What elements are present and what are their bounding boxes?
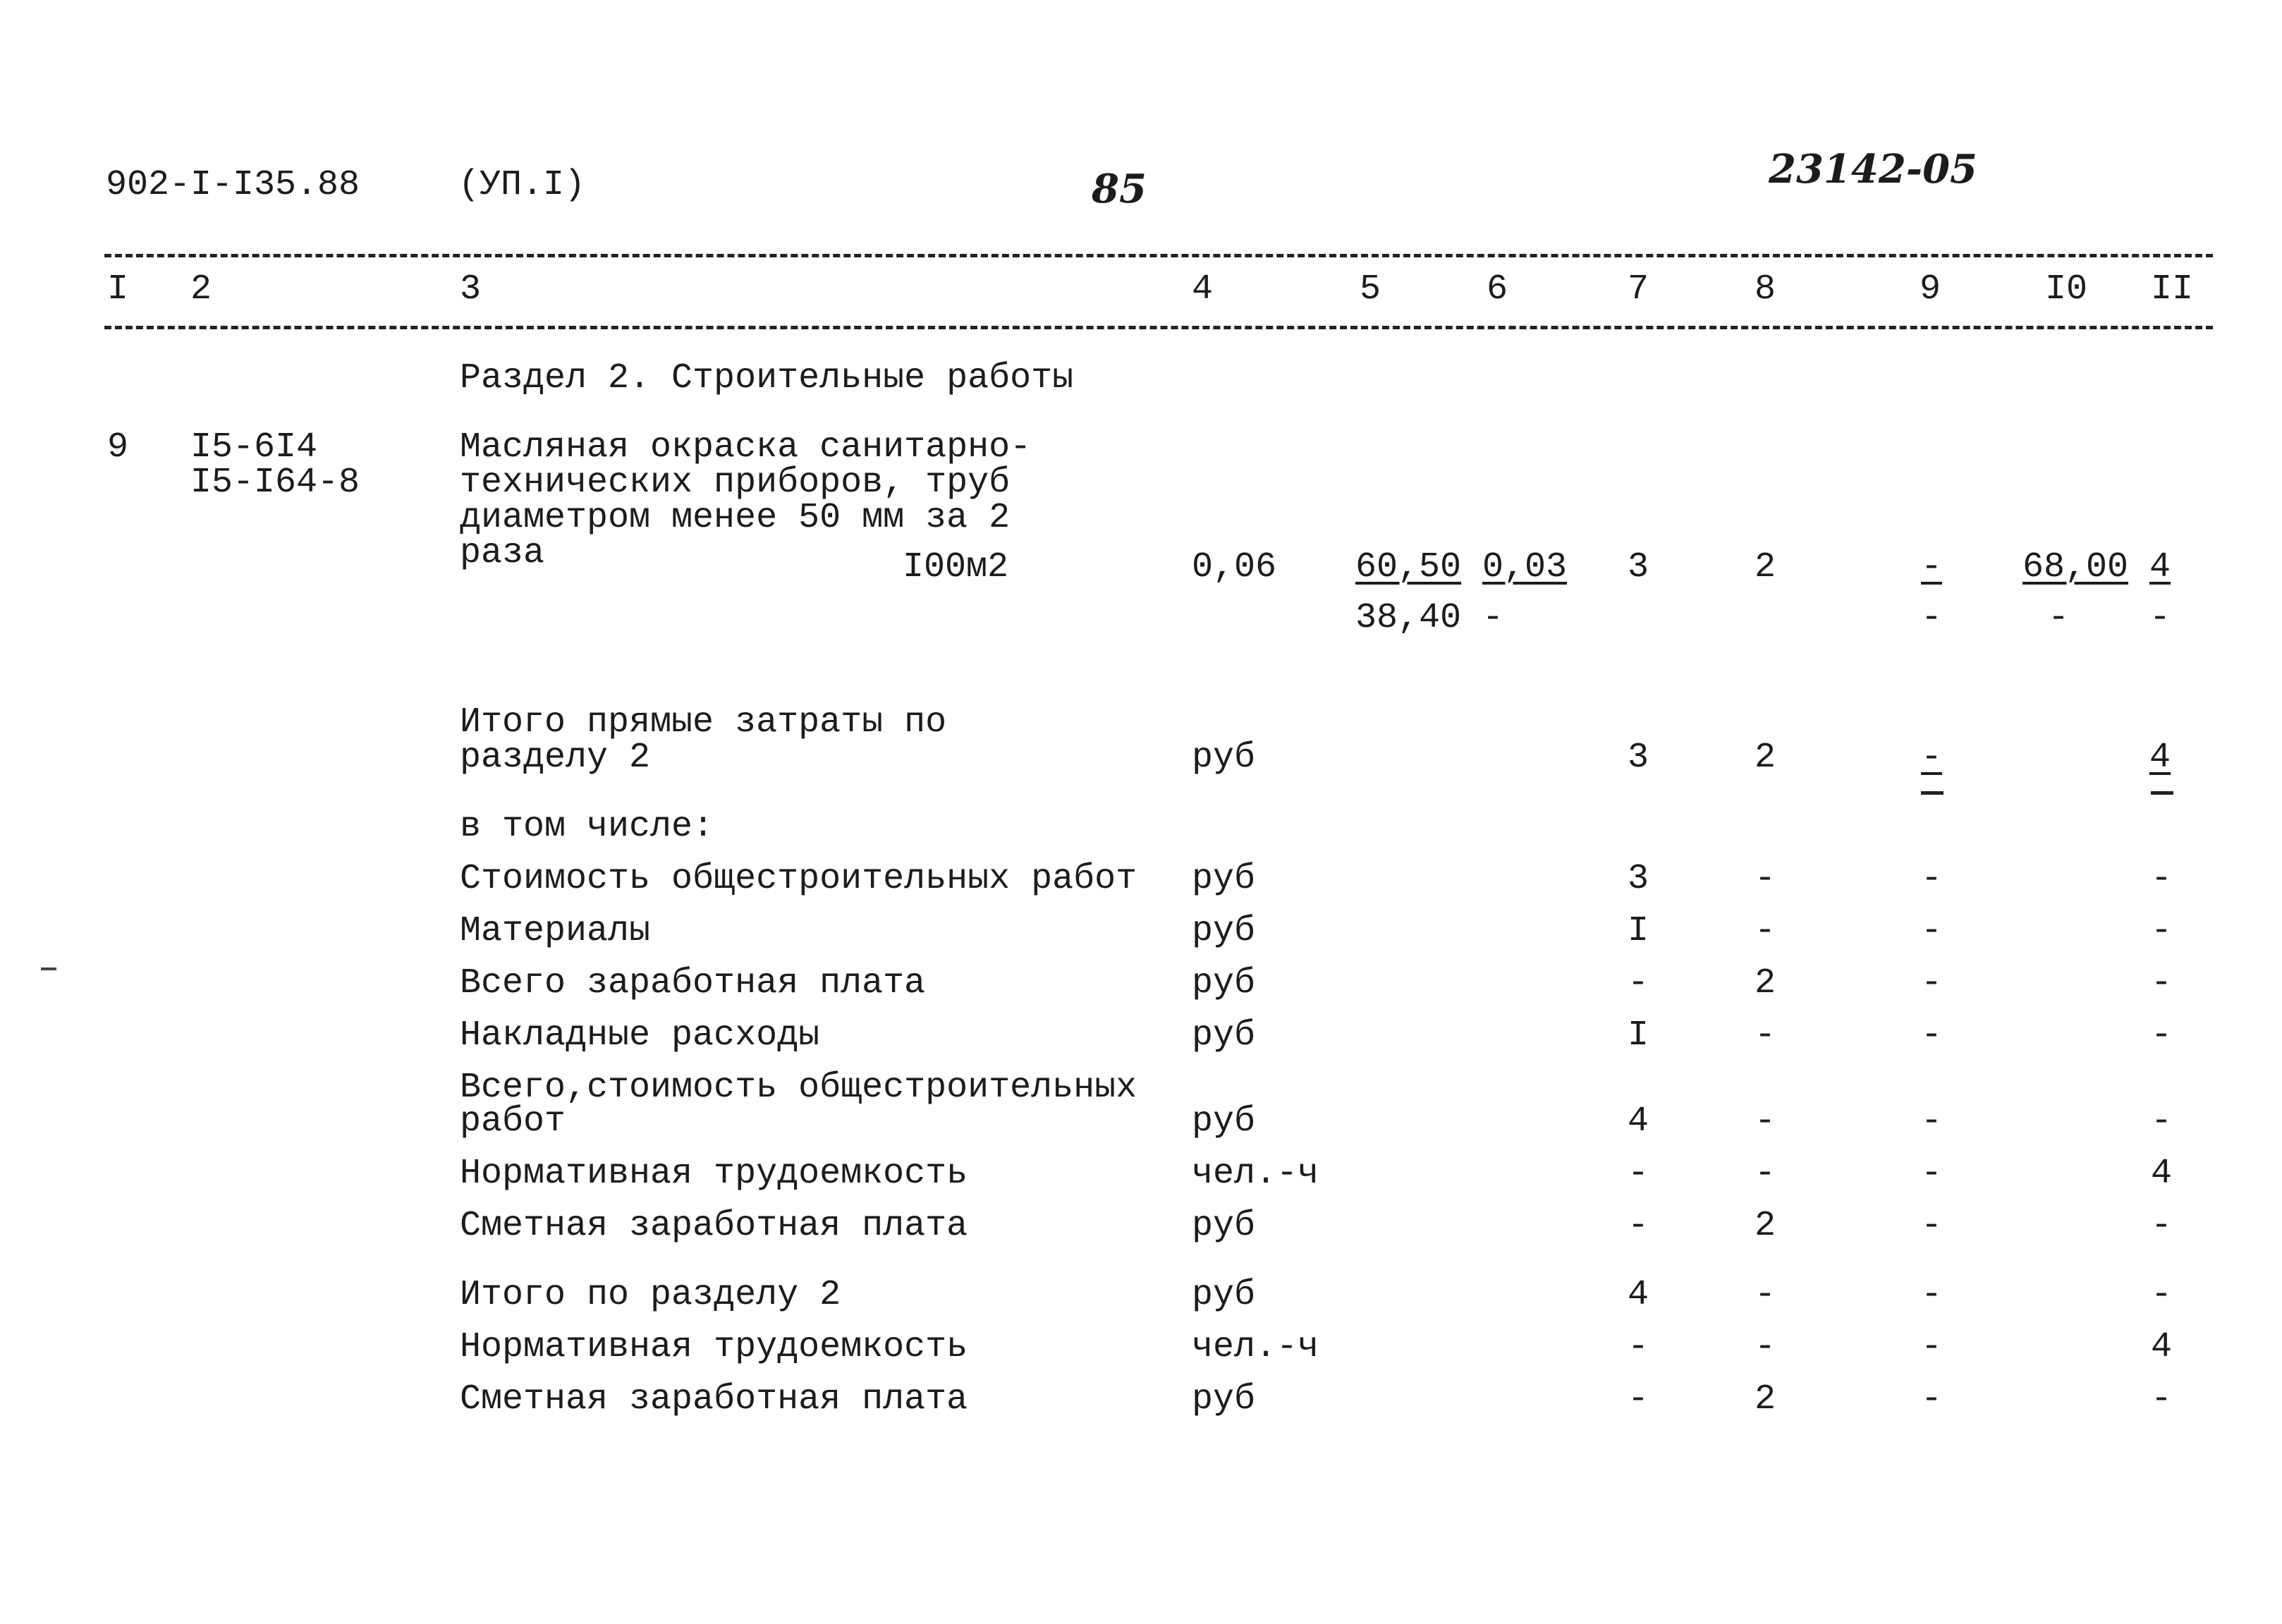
unit-price-machines-wages: - [1482,598,1504,638]
row-label: Материалы [460,911,651,951]
column-header: 6 [1487,269,1508,310]
row-unit: чел.-ч [1192,1327,1319,1367]
row-c11: - [2151,859,2173,899]
column-header: 5 [1360,269,1381,310]
row-c8: 2 [1755,1206,1776,1246]
row-c9: - [1921,1015,1943,1056]
section-reference: (УП.I) [458,165,586,205]
row-c11: 4 [2151,1327,2173,1367]
unit-price-machines: 0,03 [1482,547,1568,587]
row-c8: 2 [1755,1379,1776,1420]
row-c7: - [1628,1327,1649,1367]
row-label: Нормативная трудоемкость [460,1327,968,1367]
column-header: 9 [1920,269,1941,310]
direct-total-unit: руб [1192,738,1256,778]
row-unit: чел.-ч [1192,1154,1319,1194]
row-c7: - [1628,1379,1649,1420]
unit-price-wages: 38,40 [1355,598,1462,638]
row-c9: - [1921,1206,1943,1246]
item-code: I5-6I4 [190,427,318,468]
row-c7: 4 [1628,1275,1649,1315]
row-unit: руб [1192,911,1256,951]
row-c11: - [2151,963,2173,1003]
row-label: Стоимость общестроительных работ [460,859,1137,899]
item-description-line: Масляная окраска санитарно- [460,427,1032,468]
total-cost-c7: 4 [1628,1101,1649,1142]
row-c9: - [1921,1379,1943,1420]
item-quantity: 0,06 [1192,547,1277,587]
header-top-rule [104,254,2213,257]
section-title: Раздел 2. Строительные работы [460,358,1074,398]
row-c9: - [1921,963,1943,1003]
row-c8: 2 [1755,963,1776,1003]
row-c9: - [1921,859,1943,899]
row-c9: - [1921,1327,1943,1367]
item-description-line: диаметром менее 50 мм за 2 [460,498,1011,538]
item-c9-top: - [1921,547,1943,587]
row-c7: I [1628,911,1649,951]
direct-total-label: разделу 2 [460,738,651,778]
row-c8: - [1755,911,1776,951]
row-c7: - [1628,1154,1649,1194]
document-code: 902-I-I35.88 [106,165,360,205]
row-c8: - [1755,1154,1776,1194]
direct-total-c11: 4 [2149,738,2171,778]
item-c11-bottom: - [2149,598,2171,638]
item-c9-bottom: - [1921,598,1943,638]
item-c11-top: 4 [2149,547,2171,587]
row-c9: - [1921,911,1943,951]
header-bottom-rule [104,326,2213,329]
item-number: 9 [107,427,129,468]
including-label: в том числе: [460,807,714,847]
double-underline [2151,791,2173,795]
archive-number: 23142-05 [1769,146,1977,193]
row-c7: 3 [1628,859,1649,899]
total-cost-c9: - [1921,1101,1943,1142]
row-c9: - [1921,1154,1943,1194]
unit-price-total: 60,50 [1355,547,1462,587]
row-c7: - [1628,1206,1649,1246]
row-c8: - [1755,859,1776,899]
column-header: I [107,269,129,310]
row-unit: руб [1192,859,1256,899]
item-c10-top: 68,00 [2022,547,2129,587]
row-unit: руб [1192,1379,1256,1420]
row-c11: - [2151,1379,2173,1420]
row-label: Всего заработная плата [460,963,926,1003]
total-cost-unit: руб [1192,1101,1256,1142]
total-cost-label: работ [460,1101,566,1142]
row-c8: - [1755,1275,1776,1315]
column-header: 3 [460,269,482,310]
row-c8: - [1755,1015,1776,1056]
row-c11: - [2151,1275,2173,1315]
direct-total-c8: 2 [1755,738,1776,778]
row-unit: руб [1192,963,1256,1003]
column-header: 8 [1755,269,1776,310]
total-cost-c8: - [1755,1101,1776,1142]
total-cost-label: Всего,стоимость общестроительных [460,1068,1137,1108]
direct-total-label: Итого прямые затраты по [460,702,947,743]
row-c11: - [2151,1015,2173,1056]
item-total-cost: 3 [1628,547,1649,587]
row-label: Нормативная трудоемкость [460,1154,968,1194]
row-unit: руб [1192,1275,1256,1315]
row-c8: - [1755,1327,1776,1367]
row-unit: руб [1192,1206,1256,1246]
row-unit: руб [1192,1015,1256,1056]
column-header: II [2151,269,2194,310]
direct-total-c7: 3 [1628,738,1649,778]
item-unit: I00м2 [903,547,1009,587]
item-wages: 2 [1755,547,1776,587]
margin-tick-mark [41,967,56,970]
row-c11: - [2151,1206,2173,1246]
column-header: 7 [1628,269,1649,310]
item-description-line: раза [460,533,545,573]
row-c11: 4 [2151,1154,2173,1194]
row-label: Накладные расходы [460,1015,820,1056]
row-label: Сметная заработная плата [460,1206,968,1246]
row-label: Сметная заработная плата [460,1379,968,1420]
item-c10-bottom: - [2048,598,2070,638]
double-underline [1921,791,1944,795]
item-code: I5-I64-8 [190,463,360,503]
row-label: Итого по разделу 2 [460,1275,841,1315]
column-header: I0 [2045,269,2088,310]
row-c7: - [1628,963,1649,1003]
row-c9: - [1921,1275,1943,1315]
page-number: 85 [1092,166,1147,212]
direct-total-c9: - [1921,738,1943,778]
column-header: 2 [190,269,212,310]
row-c11: - [2151,911,2173,951]
column-header: 4 [1192,269,1214,310]
total-cost-c11: - [2151,1101,2173,1142]
row-c7: I [1628,1015,1649,1056]
item-description-line: технических приборов, труб [460,463,1011,503]
